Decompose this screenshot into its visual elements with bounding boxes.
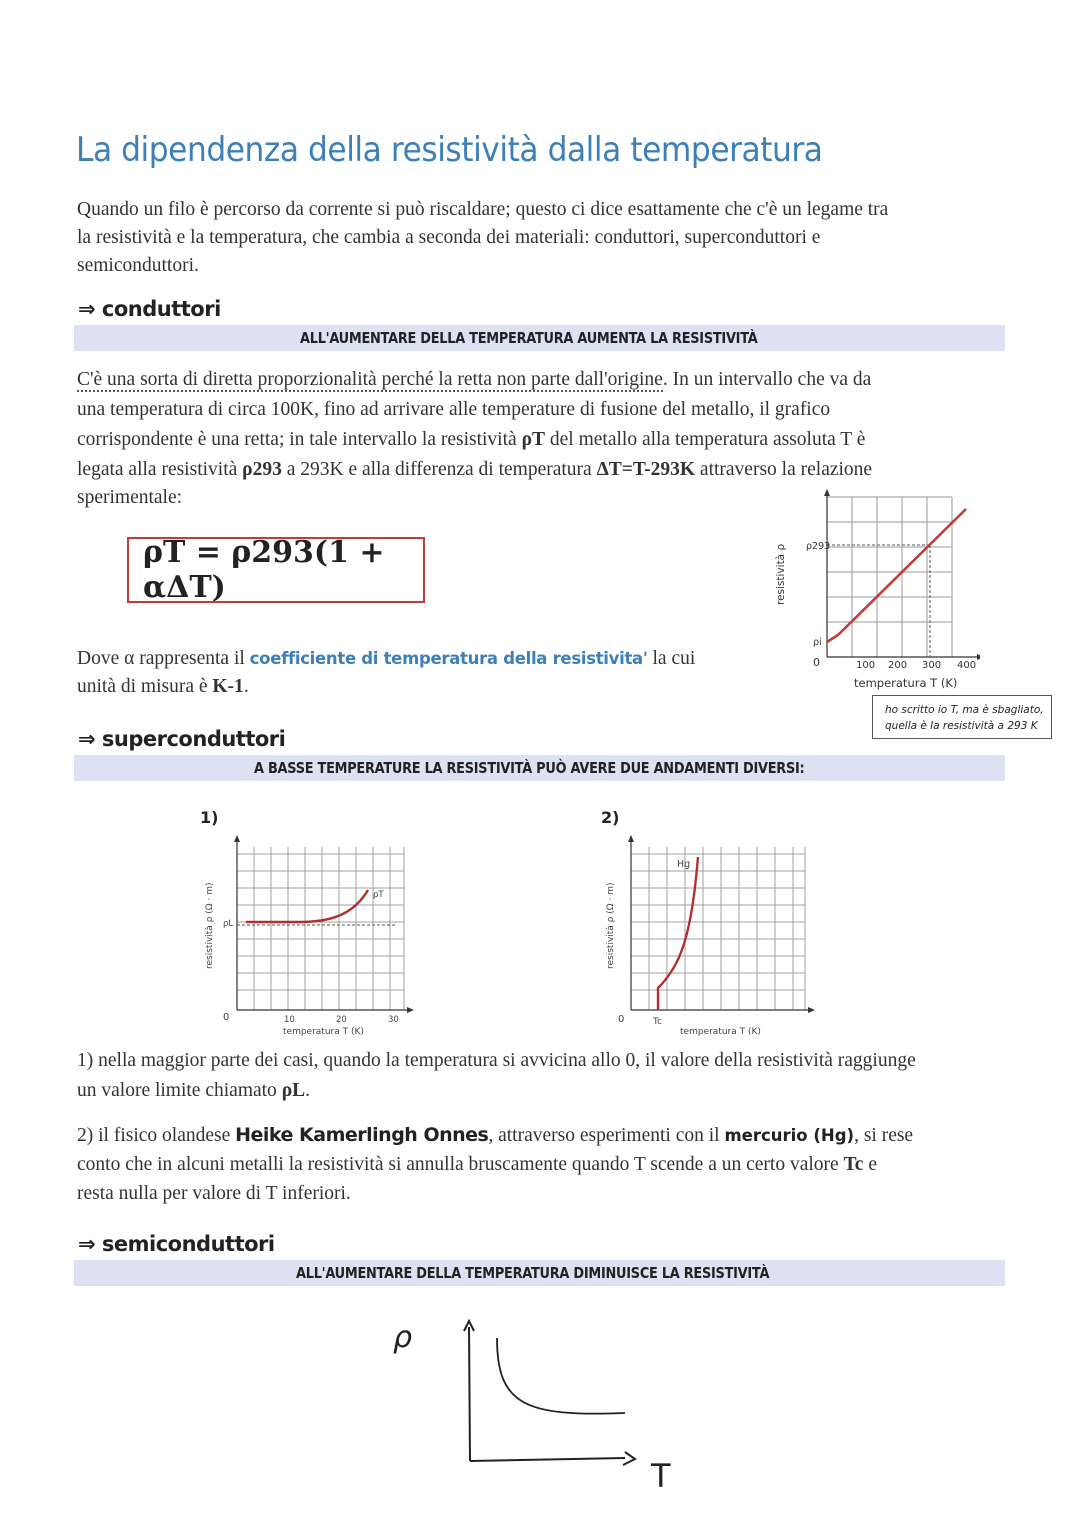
intro-line: Quando un filo è percorso da corrente si può riscaldare; questo ci dice esattamente che c'è un legame tra	[77, 199, 889, 220]
x-tick: 30	[388, 1015, 399, 1025]
conductor-graph	[770, 485, 980, 695]
y-axis-label: resistività ρ (Ω · m)	[205, 882, 215, 969]
y-axis-label: resistività ρ (Ω · m)	[606, 882, 616, 969]
curve-label-rhot: ρT	[373, 890, 384, 900]
page-title: La dipendenza della resistività dalla temperatura	[76, 130, 823, 170]
x-tick: 400	[957, 660, 977, 671]
superconduttori-paragraph-1: 1) nella maggior parte dei casi, quando la temperatura si avvicina allo 0, il valore della resistività raggiunge un valore limite chiamato ρL.	[77, 1050, 916, 1101]
formula: ρT = ρ293(1 + αΔT)	[143, 535, 385, 605]
y-axis-arrow-icon	[824, 489, 830, 496]
symbol-alpha: α	[124, 648, 135, 669]
y-tick-rho293: ρ293	[806, 541, 831, 552]
intro-paragraph	[77, 196, 1037, 280]
unit-k-1: K-1	[212, 676, 244, 697]
intro-line: semiconduttori.	[77, 255, 199, 276]
highlight-coefficient: coefficiente di temperatura della resistivita'	[249, 649, 648, 668]
superconductor-graph-1	[200, 832, 430, 1042]
section-band-conduttori	[74, 325, 1005, 351]
resistivity-decreasing-curve	[497, 1338, 625, 1414]
band-text: ALL'AUMENTARE DELLA TEMPERATURA AUMENTA LA RESISTIVITÀ	[300, 329, 758, 347]
x-axis-label: temperatura T (K)	[854, 676, 958, 690]
y-tick-rhoi: ρi	[813, 637, 822, 648]
y-tick-rhol: ρL	[223, 919, 234, 929]
section-band-semiconduttori	[74, 1260, 1005, 1286]
graph-grid	[237, 847, 404, 1010]
curve-label-hg: Hg	[677, 859, 691, 870]
x-tick: 300	[922, 660, 942, 671]
graph-origin: 0	[223, 1012, 230, 1023]
section-heading-conduttori: ⇒ conduttori	[78, 297, 221, 321]
superconductor-graph-2	[601, 832, 831, 1042]
name-onnes: Heike Kamerlingh Onnes	[235, 1124, 489, 1146]
semiconductor-sketch	[385, 1305, 705, 1500]
graph1-number: 1)	[200, 808, 219, 827]
resistivity-curve-hg	[658, 857, 698, 1010]
graph-grid	[631, 847, 805, 1010]
band-text: ALL'AUMENTARE DELLA TEMPERATURA DIMINUISCE LA RESISTIVITÀ	[296, 1264, 770, 1282]
alpha-paragraph: Dove α rappresenta il coefficiente di temperatura della resistivita' la cui unità di misura è K-1.	[77, 648, 696, 697]
y-axis-label: resistività ρ	[775, 543, 787, 605]
x-axis-label: temperatura T (K)	[680, 1027, 761, 1037]
conduttori-paragraph: C'è una sorta di diretta proporzionalità perché la retta non parte dall'origine. In un intervallo che va da una temperatura di circa 100K, fino ad arrivare alle temperature di fusione del metallo, il grafico corrispondente è una retta; in tale intervallo la resistività ρT del metallo alla temperatura assoluta T è legata alla resistività ρ293 a 293K e alla differenza di temperatura ΔT=T-293K attraverso la relazione sperimentale:	[77, 369, 873, 508]
symbol-rho-t: ρT	[521, 429, 546, 450]
symbol-rho-l: ρL	[281, 1080, 306, 1101]
graph-grid	[827, 497, 952, 657]
x-axis-label: temperatura T (K)	[283, 1027, 364, 1037]
x-axis	[470, 1458, 625, 1461]
x-axis-arrow-icon	[808, 1007, 815, 1013]
superconduttori-paragraph-2: 2) il fisico olandese Heike Kamerlingh Onnes, attraverso esperimenti con il mercurio (Hg), si rese conto che in alcuni metalli la resistività si annulla bruscamente quando T scende a un certo valore Tc e resta nulla per valore di T inferiori.	[77, 1124, 914, 1204]
y-axis-arrow-icon	[628, 835, 634, 842]
formula-box	[127, 537, 425, 603]
graph2-number: 2)	[601, 808, 620, 827]
x-axis-arrow-icon	[977, 654, 980, 660]
x-tick: 200	[888, 660, 908, 671]
section-heading-superconduttori: ⇒ superconduttori	[78, 727, 286, 751]
x-tick-tc: Tc	[653, 1017, 662, 1027]
x-tick: 100	[856, 660, 876, 671]
x-tick: 10	[284, 1015, 295, 1025]
section-band-superconduttori	[74, 755, 1005, 781]
section-heading-semiconduttori: ⇒ semiconduttori	[78, 1232, 275, 1256]
y-axis	[469, 1327, 470, 1461]
resistivity-curve-1	[246, 890, 368, 922]
sketch-x-label: T	[651, 1457, 671, 1495]
band-text: A BASSE TEMPERATURE LA RESISTIVITÀ PUÒ AVERE DUE ANDAMENTI DIVERSI:	[254, 759, 805, 777]
intro-line: la resistività e la temperatura, che cambia a seconda dei materiali: conduttori, superconduttori e	[77, 227, 821, 248]
mercury-label: mercurio (Hg)	[724, 1126, 855, 1145]
graph-origin: 0	[618, 1014, 625, 1025]
x-tick: 20	[336, 1015, 347, 1025]
symbol-tc: Tc	[843, 1154, 864, 1175]
symbol-rho-293: ρ293	[242, 459, 282, 480]
symbol-delta-t: ΔT=T-293K	[596, 459, 696, 480]
note-box: ho scritto io T, ma è sbagliato, quella è la resistività a 293 K	[872, 695, 1052, 739]
x-axis-arrow-icon	[407, 1007, 414, 1013]
y-axis-arrow-icon	[234, 835, 240, 842]
underlined-statement: C'è una sorta di diretta proporzionalità perché la retta non parte dall'origine	[77, 369, 663, 390]
sketch-y-label: ρ	[393, 1320, 413, 1355]
graph-origin: 0	[813, 656, 820, 669]
